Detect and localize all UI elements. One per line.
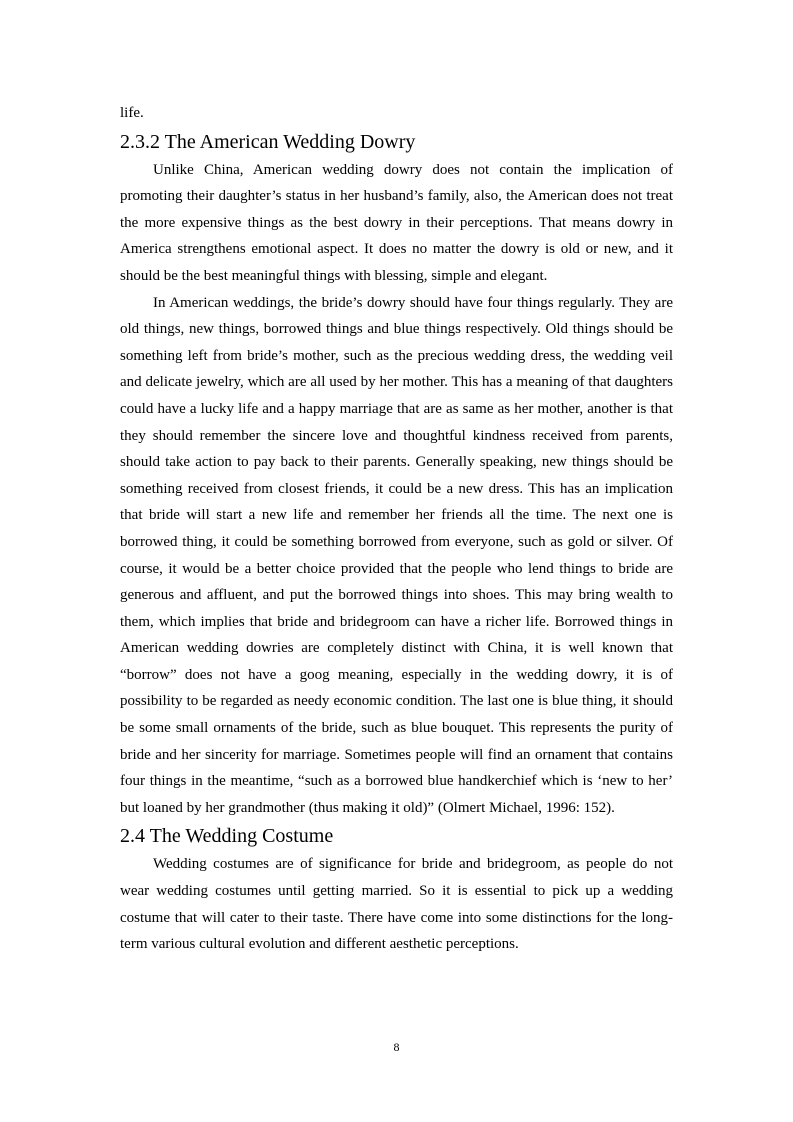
section-heading-wedding-costume: 2.4 The Wedding Costume [120, 825, 334, 848]
paragraph-wedding-costume: Wedding costumes are of significance for bride and bridegroom, as people do not wear wedding costumes until getting married. So it is essential to pick up a wedding costume that will cater to their taste. There have come into some distinctions for the long-term various cultural evolution and different aesthetic perceptions. [120, 856, 673, 953]
page-number: 8 [393, 1040, 400, 1054]
document-body [120, 100, 673, 958]
carryover-text: life. [120, 105, 144, 121]
paragraph-dowry-intro: Unlike China, American wedding dowry does not contain the implication of promoting their daughter’s status in her husband’s family, also, the American does not treat the more expensive things as the best dowry in their perceptions. That means dowry in America strengthens emotional aspect. It does no matter the dowry is old or new, and it should be the best meaningful things with blessing, simple and elegant. [120, 161, 673, 284]
section-heading-american-wedding-dowry: 2.3.2 The American Wedding Dowry [120, 130, 416, 153]
paragraph-four-things: In American weddings, the bride’s dowry should have four things regularly. They are old things, new things, borrowed things and blue things respectively. Old things should be something left from bride’s mother, such as the precious wedding dress, the wedding veil and delicate jewelry, which are all used by her mother. This has a meaning of that daughters could have a lucky life and a happy marriage that are as same as her mother, another is that they should remember the sincere love and thoughtful kindness received from parents, should take action to pay back to their parents. Generally speaking, new things should be something received from closest friends, it could be a new dress. This has an implication that bride will start a new life and remember her friends all the time. The next one is borrowed thing, it could be something borrowed from everyone, such as gold or silver. Of course, it would be a better choice provided that the people who lend things to bride are generous and affluent, and put the borrowed things into shoes. This may bring wealth to them, which implies that bride and bridegroom can have a richer life. Borrowed things in American wedding dowries are completely distinct with China, it is well known that “borrow” does not have a goog meaning, especially in the wedding dowry, it is of possibility to be regarded as needy economic condition. The last one is blue thing, it should be some small ornaments of the bride, such as blue bouquet. This represents the purity of bride and her sincerity for marriage. Sometimes people will find an ornament that contains four things in the meantime, “such as a borrowed blue handkerchief which is ‘new to her’ but loaned by her grandmother (thus making it old)” (Olmert Michael, 1996: 152). [120, 294, 673, 816]
